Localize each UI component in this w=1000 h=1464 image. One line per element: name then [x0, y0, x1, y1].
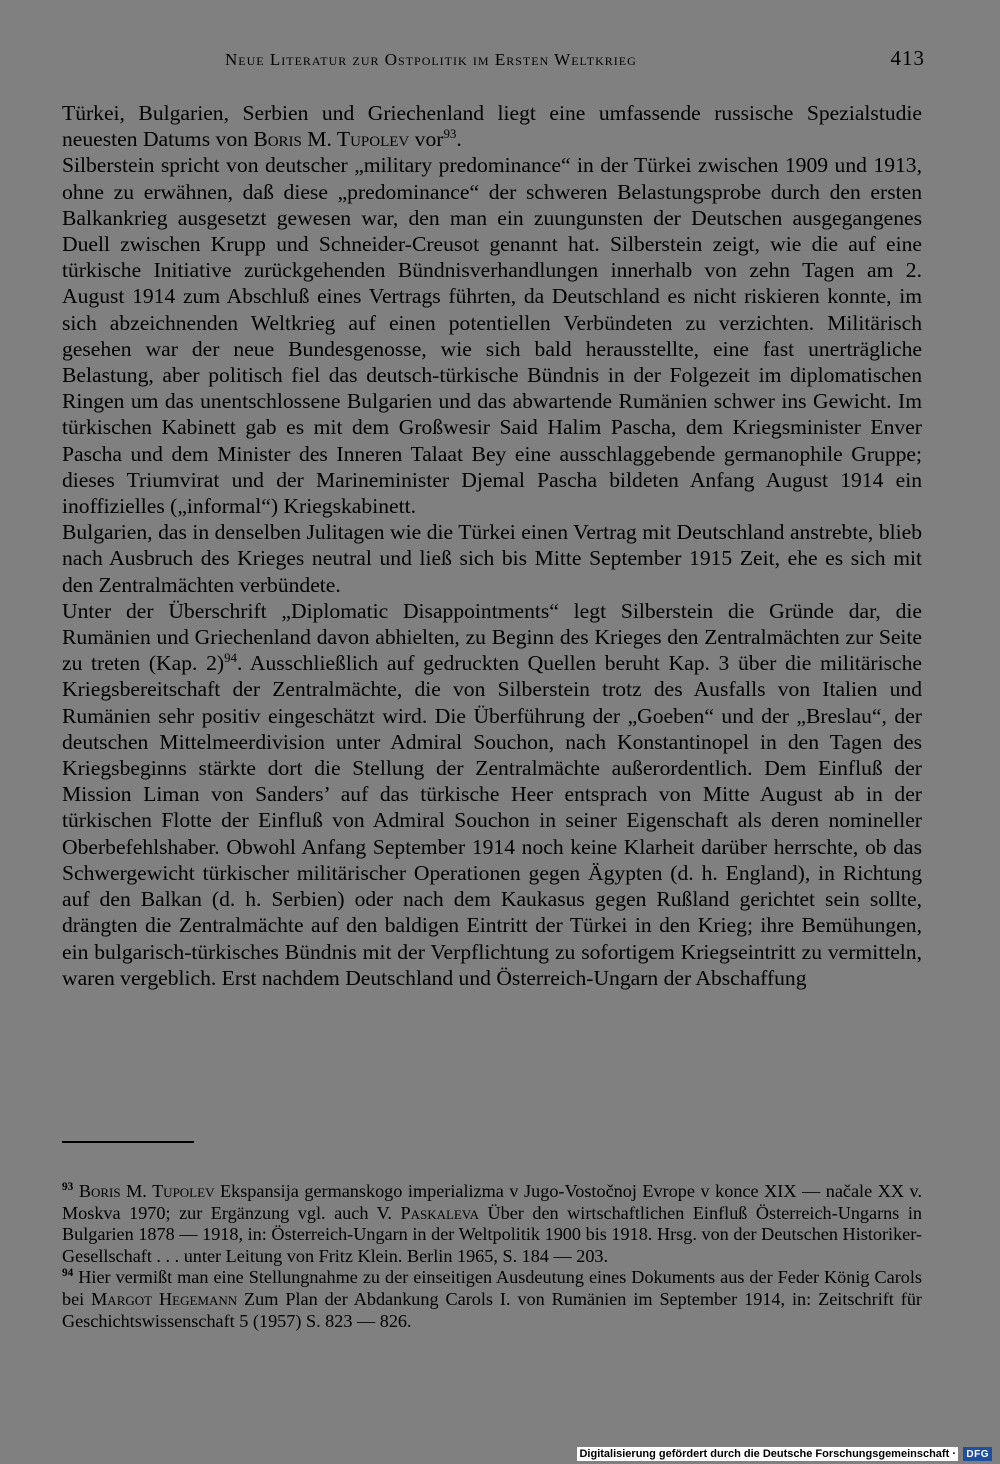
credit-text: Digitalisierung gefördert durch die Deutsche Forschungsgemeinschaft [579, 1448, 950, 1460]
paragraph-1 [62, 100, 922, 152]
text-span: Über den wirtschaftlichen Einfluß Österreich-Ungarns in Bulgarien 1878 — 1918, in: Österreich-Ungarn in der Weltpolitik 1900 bis 1918. Hrsg. von der Deutschen Historiker-Gesellschaft . . . unter Leitung von Fritz Klein. Berlin 1965, S. 184 — 203. [62, 1202, 922, 1266]
author-name: Paskaleva [400, 1202, 479, 1223]
paragraph-2: Silberstein spricht von deutscher „military predominance“ in der Türkei zwischen 1909 und 1913, ohne zu erwähnen, daß diese „predominance“ der schweren Belastungsprobe durch den ersten Balkankrieg ausgesetzt gewesen war, den man ein zuungunsten der Deutschen ausgegangenes Duell zwischen Krupp und Schneider-Creusot genannt hat. Silberstein zeigt, wie die auf eine türkische Initiative zurückgehenden Bündnisverhandlungen innerhalb von zehn Tagen am 2. August 1914 zum Abschluß eines Vertrags führten, da Deutschland es nicht riskieren konnte, im sich abzeichnenden Weltkrieg auf einen potentiellen Verbündeten zu verzichten. Militärisch gesehen war der neue Bundesgenosse, wie sich bald herausstellte, eine fast unerträgliche Belastung, aber politisch fiel das deutsch-türkische Bündnis in der Folgezeit im diplomatischen Ringen um das unentschlossene Bulgarien und das abwartende Rumänien schwer ins Gewicht. Im türkischen Kabinett gab es mit dem Großwesir Said Halim Pascha, dem Kriegsminister Enver Pascha und dem Minister des Inneren Talaat Bey eine ausschlaggebende germanophile Gruppe; dieses Triumvirat und der Marineminister Djemal Pascha bildeten Anfang August 1914 ein inoffizielles („informal“) Kriegskabinett. [62, 153, 922, 519]
footnote-divider [62, 1141, 194, 1143]
footnote-mark: 93 [62, 1180, 74, 1193]
author-name: Boris M. Tupolev [253, 127, 410, 152]
footnote-94 [62, 1267, 922, 1332]
author-name: Margot Hegemann [91, 1288, 238, 1309]
running-title: Neue Literatur zur Ostpolitik im Ersten Weltkrieg [225, 50, 637, 69]
footnote-ref-93[interactable]: 93 [443, 126, 457, 142]
digitization-credit: Digitalisierung gefördert durch die Deutsche Forschungsgemeinschaft · [579, 1448, 956, 1460]
text-span: Hier vermißt man eine Stellungnahme zu der einseitigen Ausdeutung eines Dokuments aus der Feder König Carols bei [62, 1267, 922, 1309]
paragraph-3: Bulgarien, das in denselben Julitagen wie die Türkei einen Vertrag mit Deutschland anstrebte, blieb nach Ausbruch des Krieges neutral und ließ sich bis Mitte September 1915 Zeit, ehe es sich mit den Zentralmächten verbündete. [62, 520, 922, 597]
dfg-logo-icon: DFG [963, 1447, 992, 1461]
footnote-mark: 94 [62, 1267, 74, 1280]
main-text [62, 100, 922, 991]
text-span: . Ausschließlich auf gedruckten Quellen beruht Kap. 3 über die militärische Kriegsbereitschaft der Zentralmächte, die von Silberstein trotz des Ausfalls von Italien und Rumänien sehr positiv eingeschätzt wird. Die Überführung der „Goeben“ und der „Breslau“, der deutschen Mittelmeerdivision unter Admiral Souchon, nach Konstantinopel in den Tagen des Kriegsbeginns stärkte dort die Stellung der Zentralmächte außerordentlich. Dem Einfluß der Mission Liman von Sanders’ auf das türkische Heer entsprach von Mitte August ab in der türkischen Flotte der Einfluß von Admiral Souchon in seiner Eigenschaft als deren nomineller Oberbefehlshaber. Obwohl Anfang September 1914 noch keine Klarheit darüber herrschte, ob das Schwergewicht türkischer militärischer Operationen gegen Ägypten (d. h. England), in Richtung auf den Balkan (d. h. Serbien) oder nach dem Kaukasus gegen Rußland gerichtet sein sollte, drängten die Zentralmächte auf den baldigen Eintritt der Türkei in den Krieg; ihre Bemühungen, ein bulgarisch-türkisches Bündnis mit der Verpflichtung zu sofortigem Kriegseintritt zu vermitteln, waren vergeblich. Erst nachdem Deutschland und Österreich-Ungarn der Abschaffung [62, 651, 922, 990]
footnotes [62, 1181, 922, 1332]
page-number: 413 [890, 46, 925, 70]
footnote-ref-94[interactable]: 94 [224, 650, 238, 666]
paragraph-4 [62, 598, 922, 991]
text-span: . [456, 127, 462, 152]
text-span: Zum Plan der Abdankung Carols I. von Rumänien im September 1914, in: Zeitschrift für Geschichtswissenschaft 5 (1957) S. 823 — 826. [62, 1288, 922, 1331]
text-span: Ekspansija germanskogo imperializma v Jugo-Vostočnoj Evrope v konce XIX — načale XX v. Moskva 1970; zur Ergänzung vgl. auch V. [62, 1181, 923, 1223]
page-header [225, 44, 925, 78]
text-span: Unter der Überschrift „Diplomatic Disappointments“ legt Silberstein die Gründe dar, die Rumänien und Griechenland davon abhielten, zu Beginn des Krieges den Zentralmächten zur Seite zu treten (Kap. 2) [62, 598, 922, 676]
text-span: vor [409, 127, 444, 152]
footnote-93 [62, 1181, 922, 1267]
text-span: Türkei, Bulgarien, Serbien und Griechenland liegt eine umfassende russische Spezialstudie neuesten Datums von [62, 101, 922, 152]
author-name: Boris M. Tupolev [78, 1181, 215, 1201]
